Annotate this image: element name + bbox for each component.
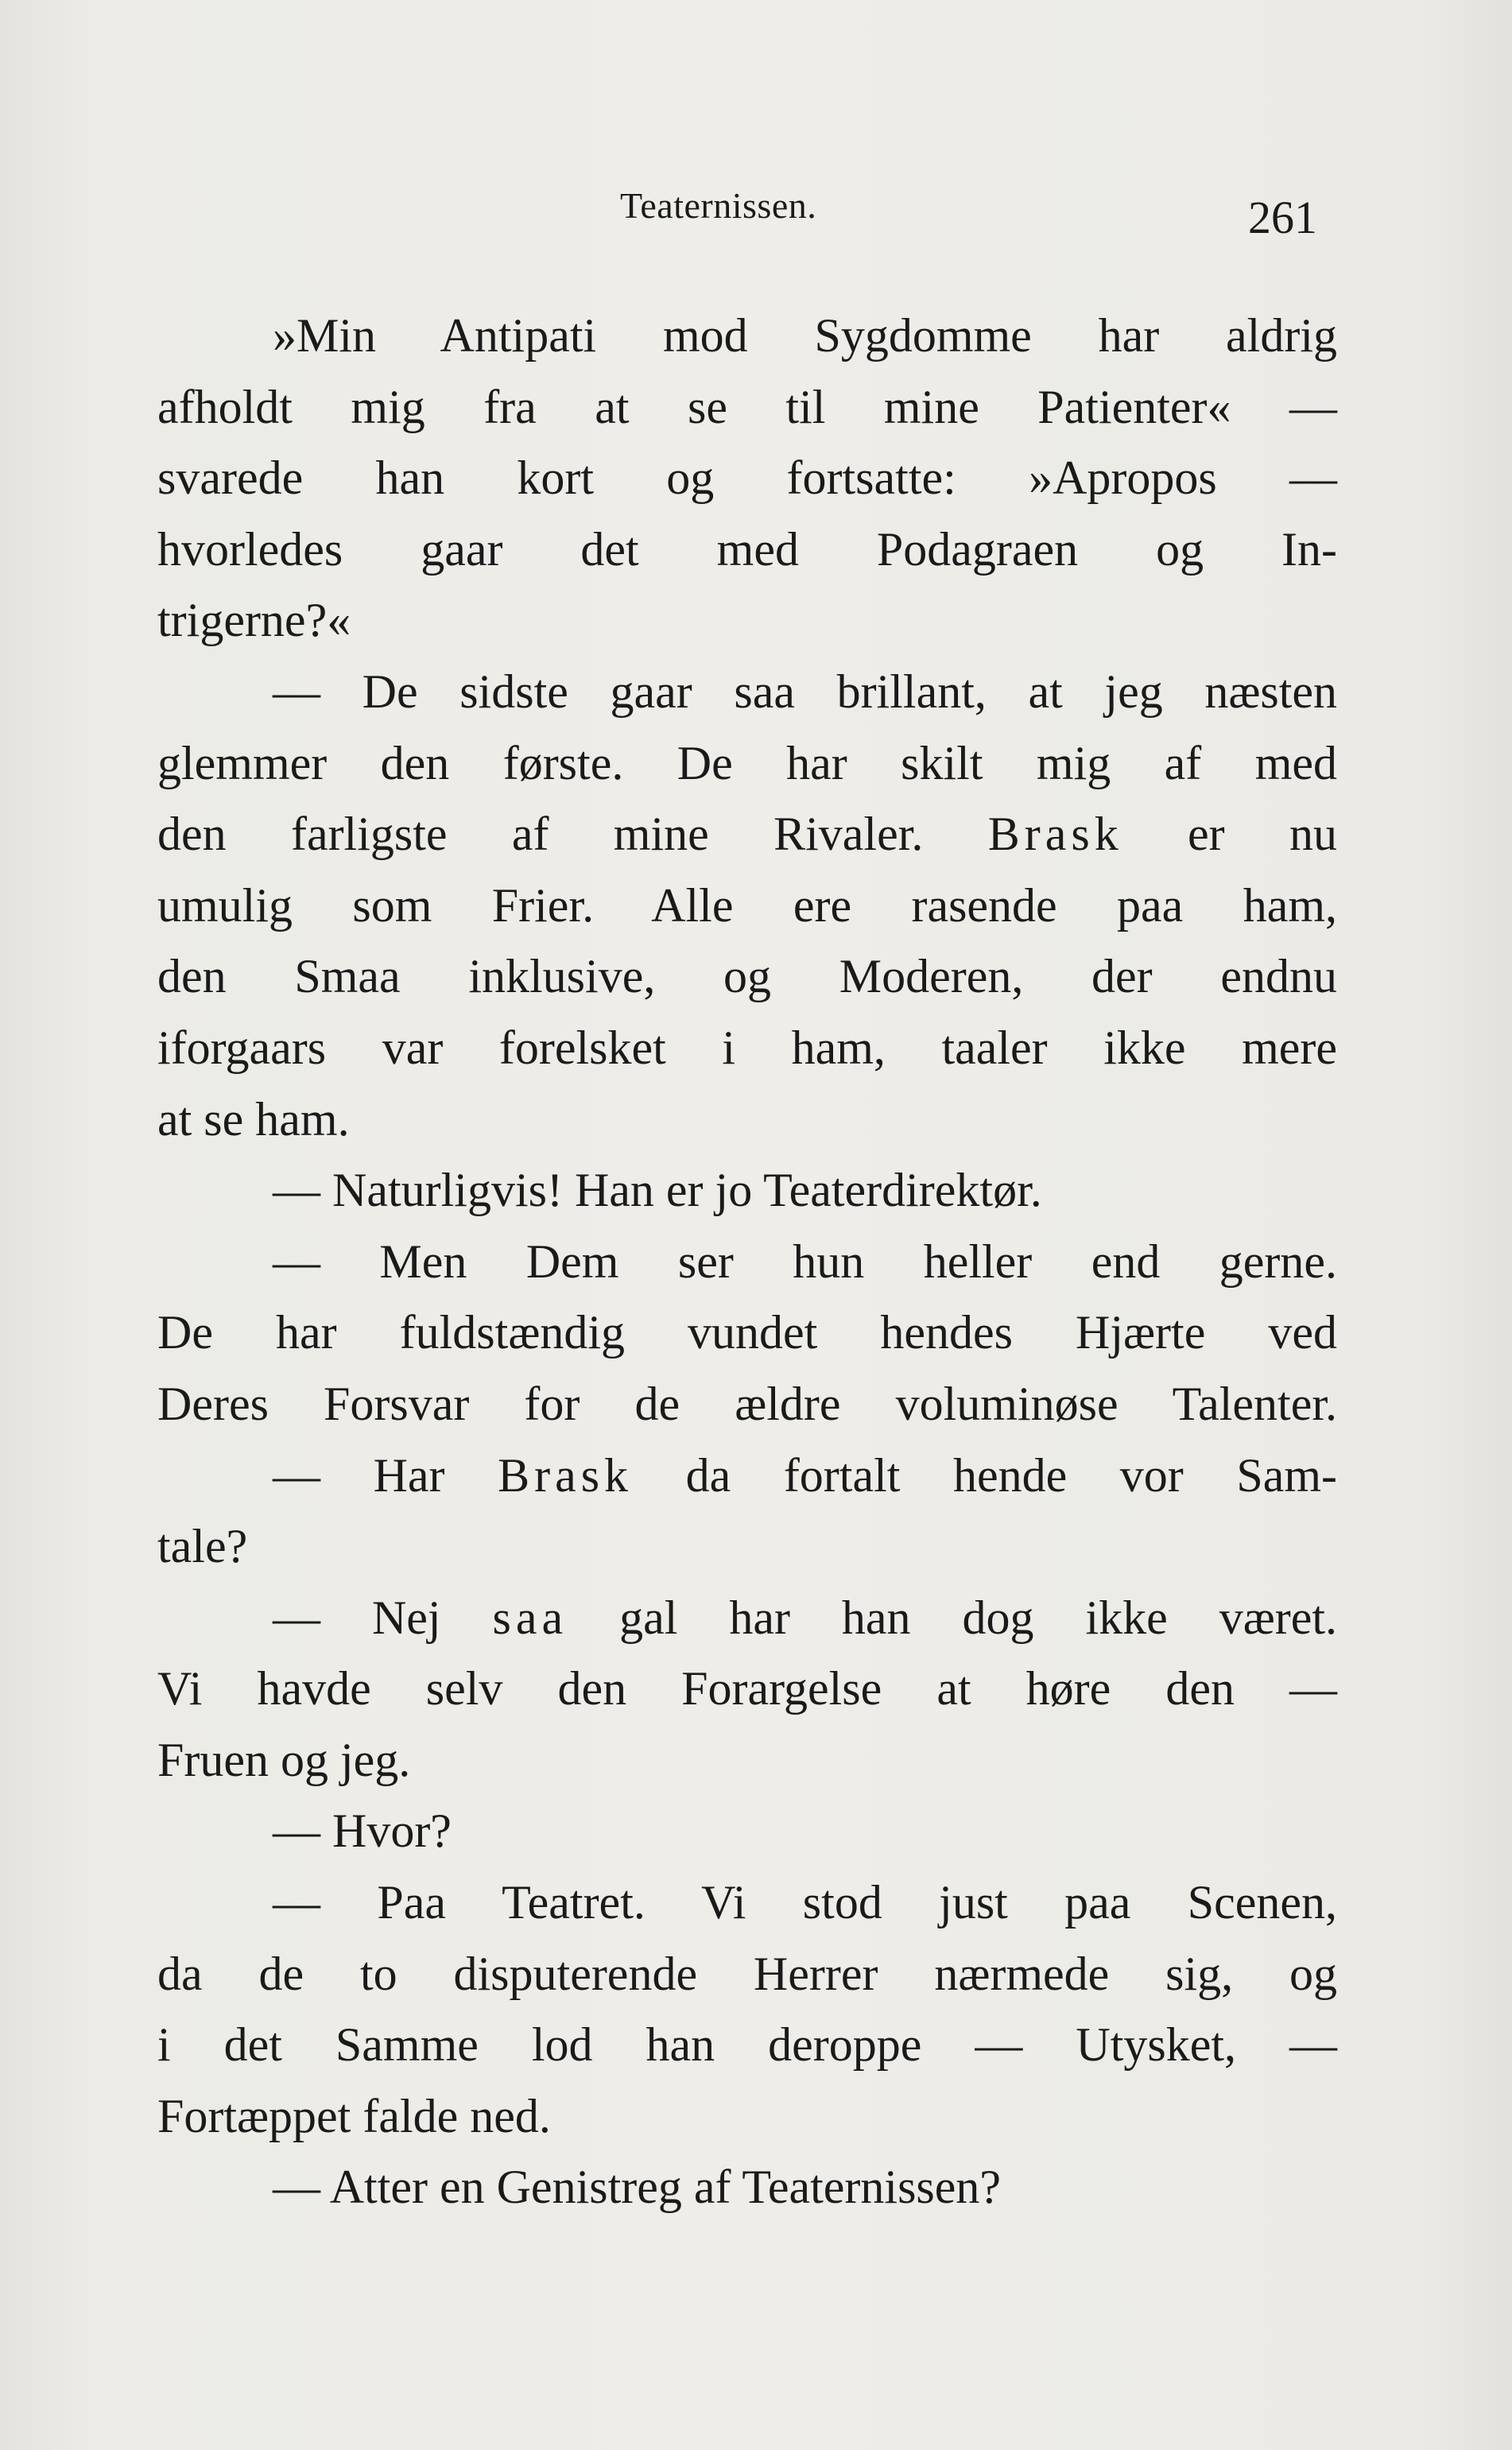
text-line: — De sidste gaar saa brillant, at jeg næsten bbox=[273, 665, 1337, 718]
running-head bbox=[0, 184, 1512, 243]
text-line: at se ham. bbox=[157, 1092, 350, 1146]
text-segment: — Har bbox=[273, 1448, 445, 1502]
text-line: den Smaa inklusive, og Moderen, der endnu bbox=[157, 950, 1337, 1003]
text-line: Vi havde selv den Forargelse at høre den — bbox=[157, 1662, 1337, 1715]
text-segment: er nu bbox=[1188, 808, 1337, 861]
text-line: — Naturligvis! Han er jo Teaterdirektør. bbox=[273, 1164, 1042, 1217]
text-segment: gal har han dog ikke været. bbox=[619, 1591, 1337, 1644]
text-segment: da fortalt hende vor Sam- bbox=[685, 1448, 1337, 1502]
text-line: glemmer den første. De har skilt mig af med bbox=[157, 736, 1337, 789]
body-text bbox=[157, 300, 1337, 2223]
text-segment: den farligste af mine Rivaler. bbox=[157, 808, 924, 861]
text-line: tale? bbox=[157, 1520, 248, 1573]
text-line bbox=[157, 799, 1337, 870]
emphasized-word: saa bbox=[492, 1591, 568, 1644]
text-line: umulig som Frier. Alle ere rasende paa ham, bbox=[157, 878, 1337, 932]
text-line: Deres Forsvar for de ældre voluminøse Talenter. bbox=[157, 1377, 1337, 1430]
emphasized-name: Brask bbox=[498, 1448, 634, 1502]
text-line: iforgaars var forelsket i ham, taaler ikke mere bbox=[157, 1021, 1337, 1074]
text-line: Fruen og jeg. bbox=[157, 1733, 411, 1786]
text-line: da de to disputerende Herrer nærmede sig, og bbox=[157, 1947, 1337, 2000]
text-line: — Paa Teatret. Vi stod just paa Scenen, bbox=[273, 1876, 1337, 1929]
text-line: — Atter en Genistreg af Teaternissen? bbox=[273, 2161, 1002, 2214]
running-title: Teaternissen. bbox=[620, 185, 817, 226]
text-line: »Min Antipati mod Sygdomme har aldrig bbox=[273, 309, 1337, 362]
page-number: 261 bbox=[1248, 192, 1317, 243]
text-line: Fortæppet falde ned. bbox=[157, 2089, 551, 2142]
text-line: i det Samme lod han deroppe — Utysket, — bbox=[157, 2018, 1337, 2072]
text-line bbox=[157, 1440, 1337, 1512]
text-line: trigerne?« bbox=[157, 594, 351, 647]
text-line: — Hvor? bbox=[273, 1805, 452, 1858]
text-line: De har fuldstændig vundet hendes Hjærte ved bbox=[157, 1306, 1337, 1359]
text-line: svarede han kort og fortsatte: »Apropos — bbox=[157, 452, 1337, 505]
text-segment: — Nej bbox=[273, 1591, 441, 1644]
emphasized-name: Brask bbox=[987, 808, 1123, 861]
text-line bbox=[157, 1583, 1337, 1654]
text-line: — Men Dem ser hun heller end gerne. bbox=[273, 1235, 1337, 1288]
text-line: hvorledes gaar det med Podagraen og In- bbox=[157, 522, 1337, 576]
text-line: afholdt mig fra at se til mine Patienter« — bbox=[157, 380, 1337, 433]
